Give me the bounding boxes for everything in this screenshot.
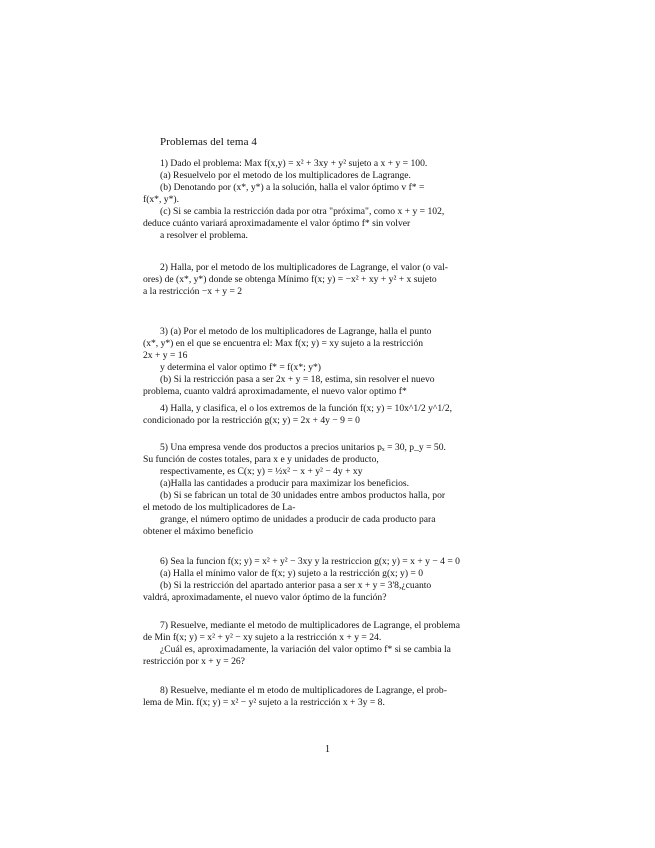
problem-2-line: 2) Halla, por el metodo de los multiplicadores de Lagrange, el valor (o val- [160, 262, 448, 273]
problem-5-line: (a)Halla las cantidades a producir para maximizar los beneficios. [160, 478, 410, 489]
problem-1-line: f(x*, y*). [143, 194, 179, 205]
problem-1-line: deduce cuánto variará aproximadamente el valor óptimo f* sin volver [143, 218, 411, 229]
problem-4 [143, 403, 513, 427]
problem-5-line: grange, el número optimo de unidades a producir de cada producto para [160, 514, 436, 525]
problem-7-line: restricción por x + y = 26? [143, 656, 245, 667]
problem-4-line: 4) Halla, y clasifica, el o los extremos de la función f(x; y) = 10x^1/2 y^1/2, [160, 403, 453, 414]
problem-7-line: de Min f(x; y) = x² + y² − xy sujeto a la restricción x + y = 24. [143, 632, 382, 643]
problem-1-line: (c) Si se cambia la restricción dada por otra "próxima", como x + y = 102, [160, 206, 445, 217]
problem-1-line: a resolver el problema. [160, 230, 248, 241]
problem-3-line: y determina el valor optimo f* = f(x*; y*) [160, 362, 321, 373]
problem-6-line: (a) Halla el mínimo valor de f(x; y) sujeto a la restricción g(x; y) = 0 [160, 568, 424, 579]
problem-1-line: (a) Resuelvelo por el metodo de los multiplicadores de Lagrange. [160, 170, 411, 181]
problem-8 [143, 685, 513, 709]
problem-5-line: (b) Si se fabrican un total de 30 unidades entre ambos productos halla, por [160, 490, 446, 501]
problem-5-line: el metodo de los multiplicadores de La- [143, 502, 296, 513]
problem-2-line: ores) de (x*, y*) donde se obtenga Mínimo f(x; y) = −x² + xy + y² + x sujeto [143, 274, 437, 285]
problem-6-line: (b) Si la restricción del apartado anterior pasa a ser x + y = 3'8,¿cuanto [160, 580, 432, 591]
problem-3 [143, 326, 513, 398]
problem-6-line: valdrá, aproximadamente, el nuevo valor óptimo de la función? [143, 592, 387, 603]
problem-3-line: 3) (a) Por el metodo de los multiplicadores de Lagrange, halla el punto [160, 326, 432, 337]
problem-5-line: Su función de costes totales, para x e y unidades de producto, [143, 454, 379, 465]
problem-3-line: (x*, y*) en el que se encuentra el: Max f(x; y) = xy sujeto a la restricción [143, 338, 424, 349]
problem-1-line: (b) Denotando por (x*, y*) a la solución, halla el valor óptimo v f* = [160, 182, 425, 193]
problem-3-line: problema, cuanto valdrá aproximadamente, el nuevo valor optimo f* [143, 386, 407, 397]
problem-8-line: 8) Resuelve, mediante el m etodo de multiplicadores de Lagrange, el prob- [160, 685, 447, 696]
problem-7-line: ¿Cuál es, aproximadamente, la variación del valor optimo f* si se cambia la [160, 644, 451, 655]
problem-5-line: 5) Una empresa vende dos productos a precios unitarios pₓ = 30, p_y = 50. [160, 442, 446, 453]
problem-1 [143, 158, 513, 242]
problem-1-line: 1) Dado el problema: Max f(x,y) = x² + 3xy + y² sujeto a x + y = 100. [160, 158, 428, 169]
problem-7 [143, 620, 513, 668]
page-title: Problemas del tema 4 [160, 136, 258, 148]
problem-4-line: condicionado por la restricción g(x; y) = 2x + 4y − 9 = 0 [143, 415, 360, 426]
problem-8-line: lema de Min. f(x; y) = x² − y² sujeto a la restricción x + 3y = 8. [143, 697, 385, 708]
problem-6 [143, 556, 513, 604]
page-number: 1 [325, 744, 330, 755]
problem-6-line: 6) Sea la funcion f(x; y) = x² + y² − 3xy y la restriccion g(x; y) = x + y − 4 = 0 [160, 556, 460, 567]
problem-5-line: obtener el máximo beneficio [143, 526, 254, 537]
problem-2 [143, 262, 513, 298]
problem-7-line: 7) Resuelve, mediante el metodo de multiplicadores de Lagrange, el problema [160, 620, 460, 631]
problem-2-line: a la restricción −x + y = 2 [143, 286, 243, 297]
problem-5 [143, 442, 513, 538]
problem-3-line: (b) Si la restricción pasa a ser 2x + y = 18, estima, sin resolver el nuevo [160, 374, 435, 385]
problem-3-line: 2x + y = 16 [143, 350, 188, 361]
problem-5-line: respectivamente, es C(x; y) = ½x² − x + y² − 4y + xy [160, 466, 363, 477]
